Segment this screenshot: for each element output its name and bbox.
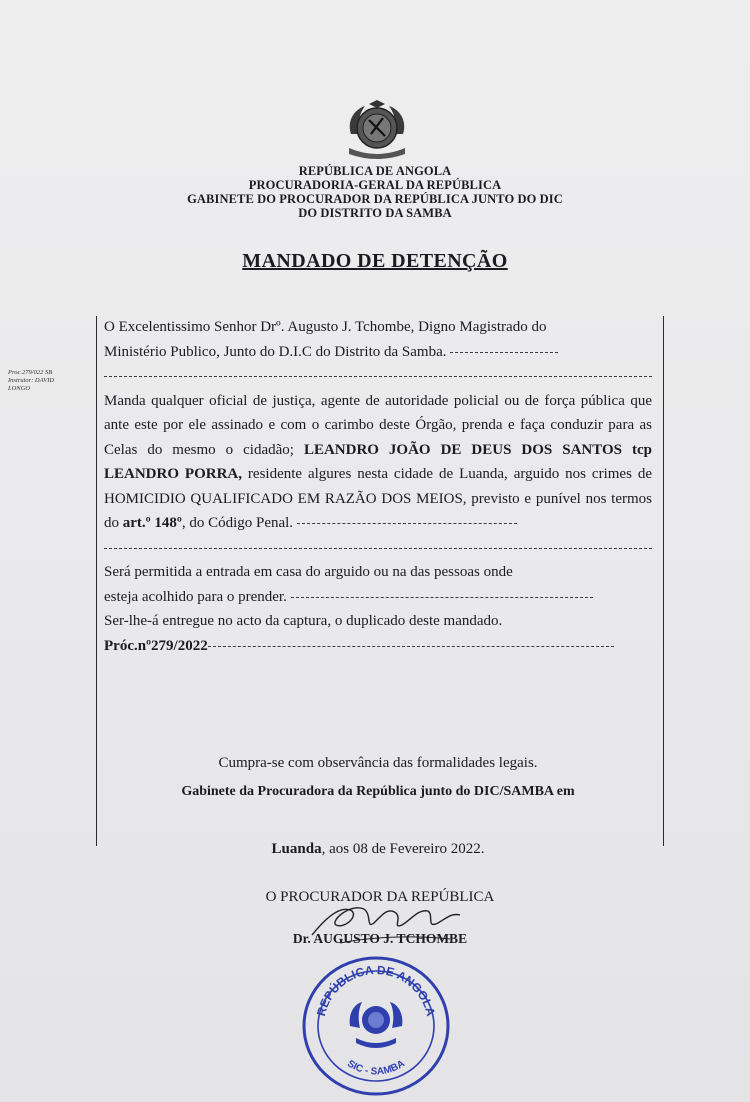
- document-header: [140, 164, 610, 220]
- closing-date: , aos 08 de Fevereiro 2022.: [321, 841, 485, 857]
- dash-filler: [450, 352, 558, 353]
- signatory-name: Dr. AUGUSTO J. TCHOMBE: [292, 931, 468, 946]
- margin-note-name: LONGO: [8, 385, 31, 392]
- penal-article: art.º 148º: [122, 515, 182, 531]
- detainee-name: LEANDRO JOÃO DE DEUS DOS SANTOS tcp LEANDRO PORRA,: [104, 441, 652, 482]
- margin-note-instructor: Instrutor: DAVID: [8, 377, 55, 384]
- magistrate-line-1: O Excelentissimo Senhor Drº. Augusto J. Tchombe, Digno Magistrado do: [104, 319, 547, 335]
- magistrate-line-2: Ministério Publico, Junto do D.I.C do Distrito da Samba.: [104, 343, 447, 360]
- paragraph-duplicate: Ser-lhe-á entregue no acto da captura, o duplicado deste mandado.: [104, 613, 503, 629]
- order-intro: Manda qualquer oficial de justiça, agente de autoridade policial ou de força pública que ante este por ele assinado e com o carimbo deste Órgão, prenda e faça conduzir para as Celas do mesmo o cidadão;: [104, 392, 652, 458]
- signatory-role: O PROCURADOR DA REPÚBLICA: [265, 889, 495, 905]
- paragraph-order: [104, 389, 652, 536]
- document-body: [104, 315, 652, 658]
- closing-office: Gabinete da Procuradora da República junto do DIC/SAMBA em: [181, 784, 575, 799]
- dash-filler: [291, 597, 593, 598]
- order-end: , do Código Penal.: [181, 515, 294, 531]
- left-border-line: [96, 316, 97, 846]
- header-country: REPÚBLICA DE ANGOLA: [298, 164, 452, 178]
- stamp-top-text: REPÚBLICA DE ANGOLA: [314, 962, 438, 1018]
- order-details: residente algures nesta cidade de Luanda, arguido nos crimes de HOMICIDIO QUALIFICADO EM RAZÃO DOS MEIOS, previsto e punível nos termos do: [104, 466, 652, 531]
- closing-place-date: [104, 841, 652, 858]
- stamp-bottom-text: SIC - SAMBA: [345, 1058, 407, 1078]
- margin-note: [8, 369, 54, 393]
- header-office: GABINETE DO PROCURADOR DA REPÚBLICA JUNTO DO DIC: [187, 192, 563, 206]
- header-district: DO DISTRITO DA SAMBA: [298, 206, 452, 220]
- dash-line: [104, 536, 652, 561]
- stamp-emblem-icon: [350, 1002, 403, 1048]
- header-institution: PROCURADORIA-GERAL DA REPÚBLICA: [248, 178, 502, 192]
- process-reference-line: [104, 634, 652, 659]
- entry-line-1: Será permitida a entrada em casa do arguido ou na das pessoas onde: [104, 564, 513, 580]
- handwritten-signature: [300, 895, 470, 950]
- margin-note-process: Proc.279/022 SB: [8, 369, 53, 376]
- entry-line-2: esteja acolhido para o prender.: [104, 588, 287, 605]
- process-reference: Próc.nº279/2022: [104, 637, 208, 654]
- dash-filler: [208, 646, 614, 647]
- document-title: MANDADO DE DETENÇÃO: [242, 250, 508, 272]
- paragraph-entry: [104, 560, 652, 609]
- paragraph-magistrate: [104, 315, 652, 364]
- angola-emblem-icon: [339, 100, 415, 162]
- closing-place: Luanda: [271, 841, 322, 857]
- dash-filler: [297, 523, 517, 524]
- right-border-line: [663, 316, 664, 846]
- dash-line: [104, 364, 652, 389]
- closing-formalities: Cumpra-se com observância das formalidades legais.: [218, 755, 538, 771]
- official-stamp: [296, 948, 456, 1098]
